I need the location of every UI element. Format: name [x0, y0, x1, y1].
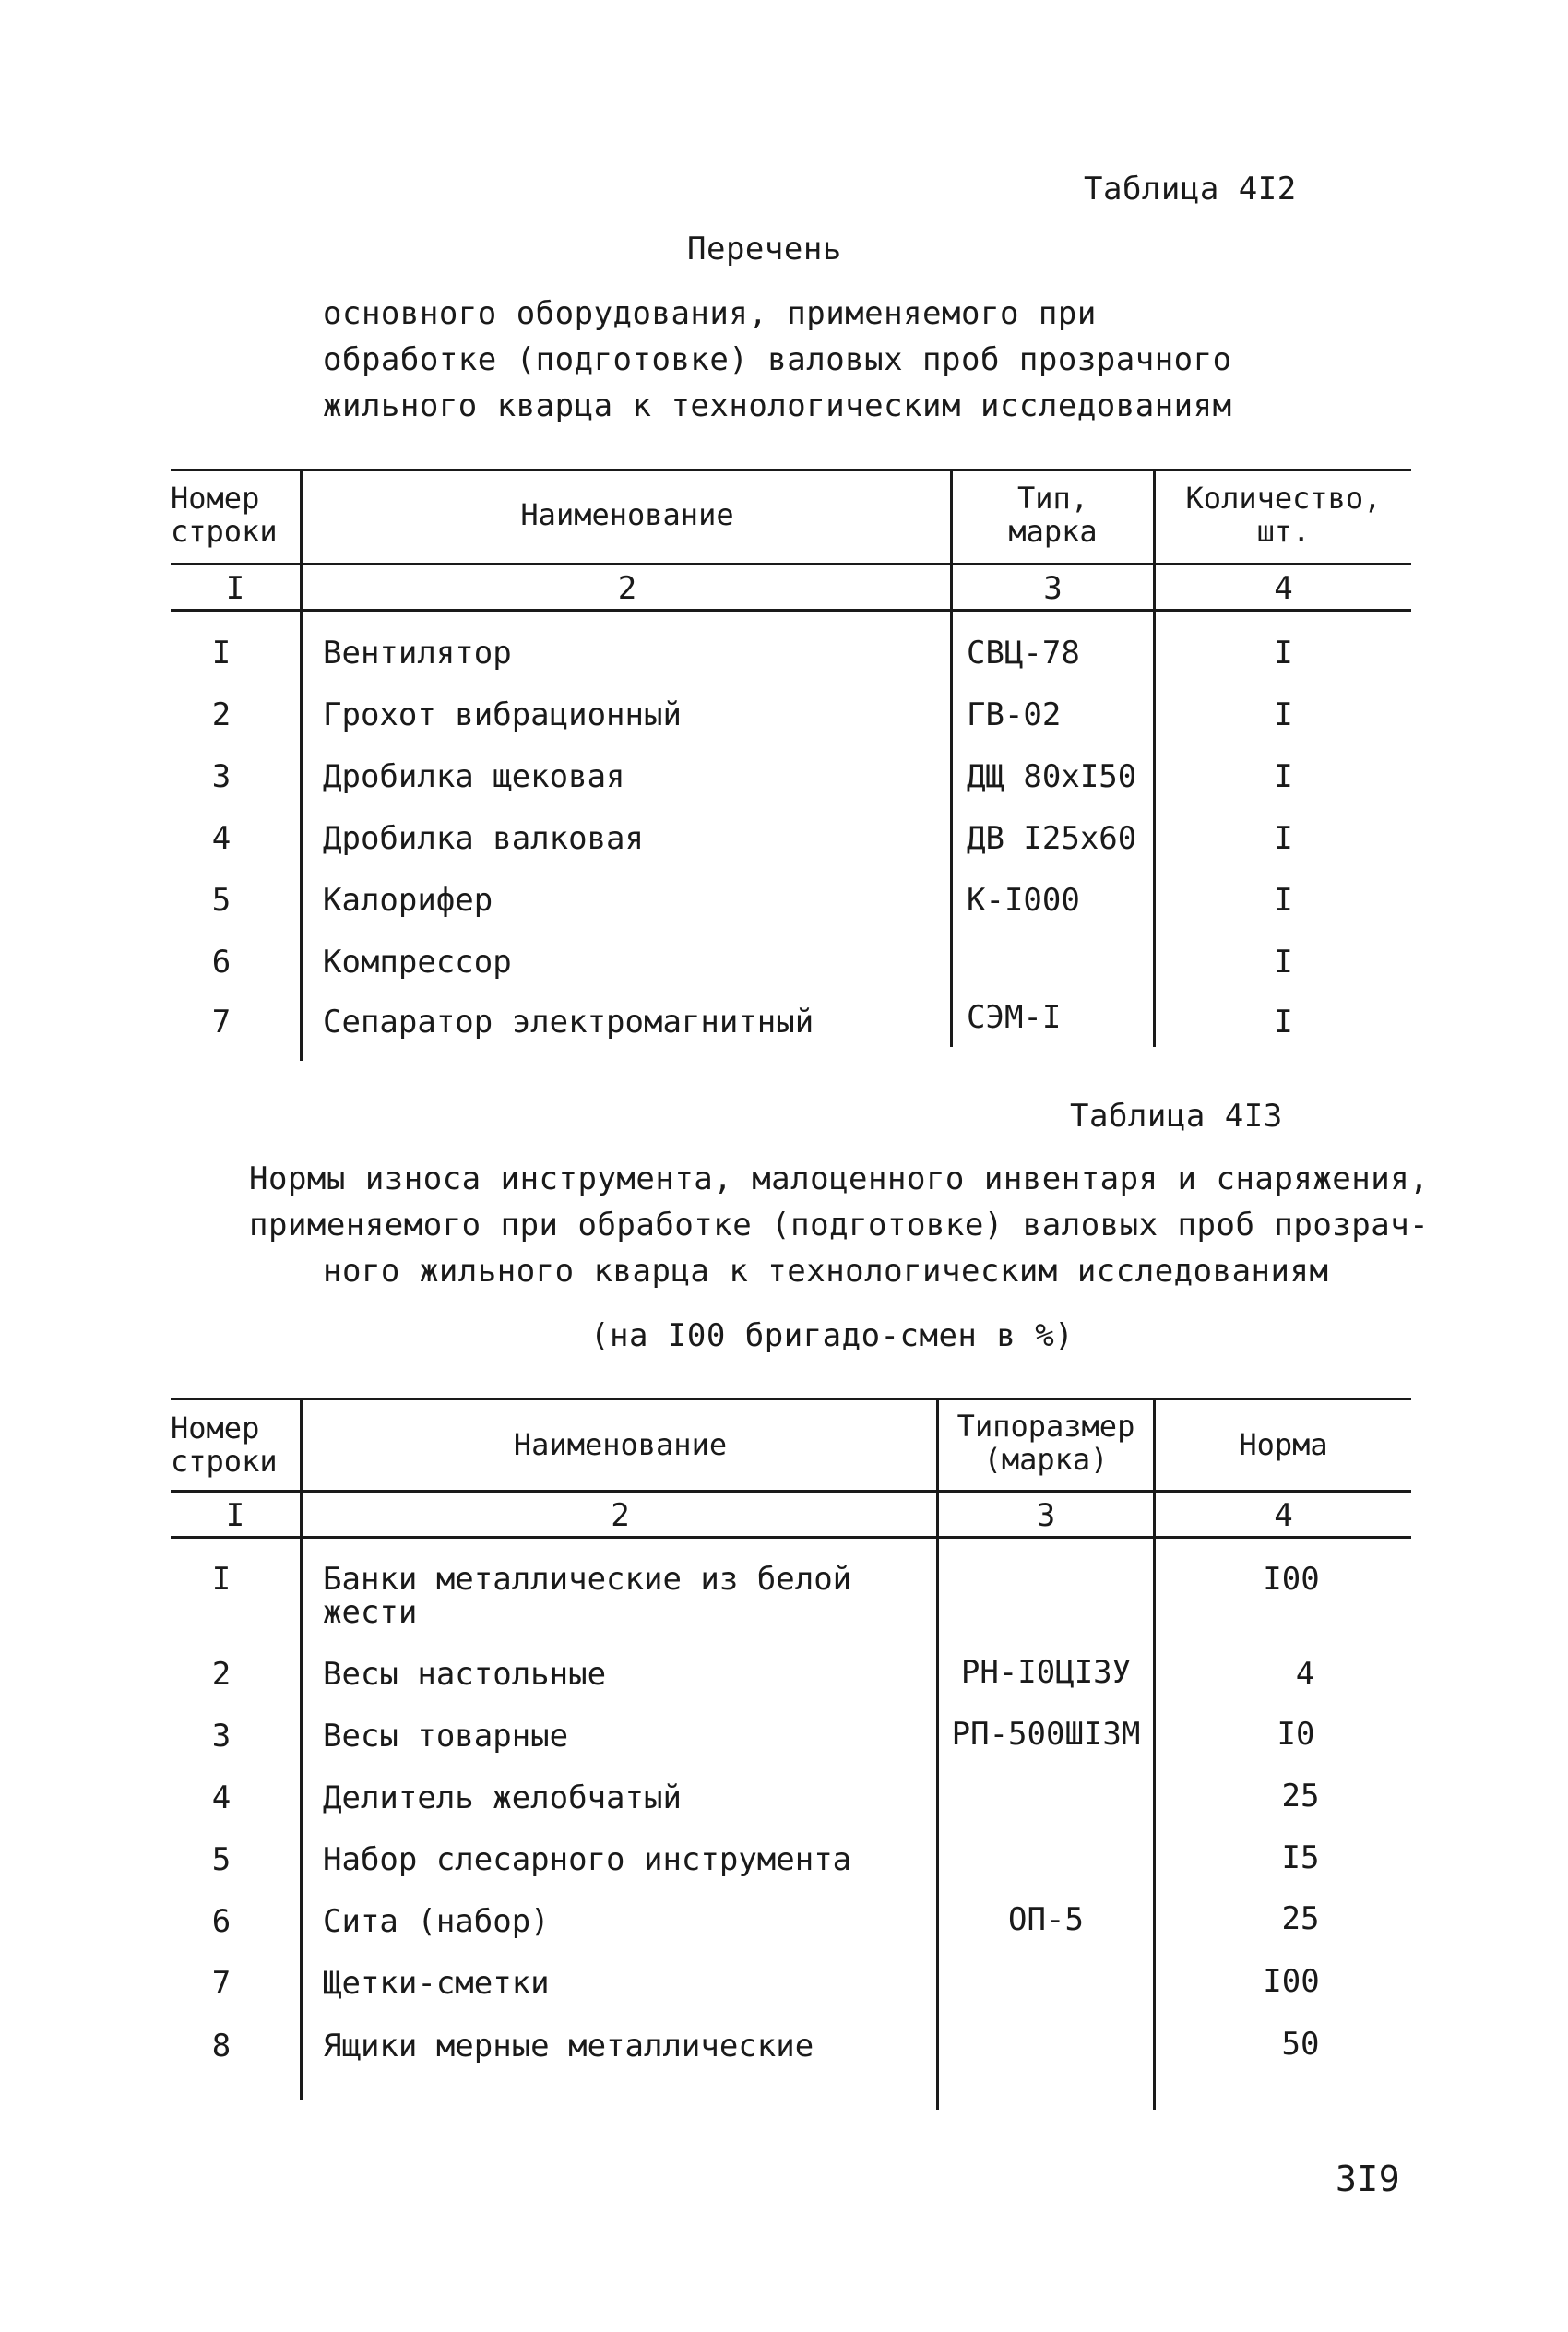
table413-header-rule	[171, 1490, 1411, 1493]
table413-title-line-3: ного жильного кварца к технологическим исследованиям	[323, 1253, 1329, 1290]
row-type: СЭМ-I	[967, 999, 1062, 1036]
table412-colnum-4: 4	[1274, 570, 1293, 607]
row-name: Сита (набор)	[323, 1903, 550, 1940]
row-number: 5	[211, 1841, 232, 1878]
table413-header-num: Номер строки	[171, 1410, 278, 1479]
row-number: 5	[211, 882, 232, 919]
row-norm: 25	[1281, 1900, 1320, 1937]
row-qty: I	[1274, 758, 1293, 795]
row-name: Весы товарные	[323, 1718, 569, 1755]
table412-header-rule	[171, 563, 1411, 565]
row-type: РН-I0ЦI3У	[960, 1654, 1132, 1691]
table412-title-line-1: основного оборудования, применяемого при	[323, 295, 1097, 332]
table413-header-type: Типоразмер (марка)	[956, 1409, 1135, 1477]
table413-title-line-1: Нормы износа инструмента, малоценного инвентаря и снаряжения,	[249, 1160, 1430, 1197]
row-qty: I	[1274, 882, 1293, 919]
row-type: ОП-5	[1008, 1901, 1084, 1938]
row-number: 4	[211, 820, 232, 857]
row-number: I	[211, 1561, 232, 1598]
row-qty: I	[1274, 696, 1293, 733]
table413-colnum-rule	[171, 1536, 1411, 1539]
row-number: 6	[211, 944, 232, 981]
table413-colnum-2: 2	[611, 1497, 630, 1534]
row-number: 8	[211, 2028, 232, 2064]
row-type: РП-500ШI3М	[951, 1716, 1141, 1753]
table413-colnum-1: I	[225, 1497, 245, 1534]
table413-colnum-3: 3	[1036, 1497, 1056, 1534]
row-qty: I	[1274, 944, 1293, 981]
row-norm: I00	[1263, 1561, 1320, 1598]
row-norm: 50	[1281, 2026, 1320, 2063]
table413-header-norm: Норма	[1239, 1427, 1328, 1462]
row-name: Банки металлические из белой жести	[323, 1561, 852, 1631]
row-name: Дробилка щековая	[323, 758, 625, 795]
table412-vline-1	[300, 470, 303, 1061]
table412-colnum-2: 2	[617, 570, 637, 607]
row-number: 2	[211, 696, 232, 733]
row-name: Грохот вибрационный	[323, 696, 682, 733]
table412-header-qty: Количество, шт.	[1185, 481, 1382, 549]
row-name: Ящики мерные металлические	[323, 2028, 814, 2064]
table413-subtitle: (на I00 бригадо-смен в %)	[590, 1317, 1075, 1354]
row-name: Весы настольные	[323, 1656, 607, 1693]
row-norm: I0	[1277, 1716, 1315, 1753]
row-number: I	[211, 635, 232, 672]
row-norm: 25	[1281, 1778, 1320, 1814]
row-norm: I00	[1263, 1963, 1320, 2000]
row-type: ГВ-02	[967, 696, 1062, 733]
row-qty: I	[1274, 1004, 1293, 1041]
row-qty: I	[1274, 635, 1293, 672]
table412-title-line-2: обработке (подготовке) валовых проб прозрачного	[323, 341, 1232, 378]
table412-header-name: Наименование	[520, 497, 734, 532]
row-name: Щетки-сметки	[323, 1965, 550, 2002]
row-number: 4	[211, 1779, 232, 1816]
row-norm: 4	[1295, 1656, 1315, 1693]
table413-top-rule	[171, 1398, 1411, 1400]
table412-caption: Таблица 4I2	[1084, 171, 1297, 208]
row-number: 3	[211, 1718, 232, 1755]
row-number: 2	[211, 1656, 232, 1693]
row-name: Сепаратор электромагнитный	[323, 1004, 814, 1041]
row-number: 6	[211, 1903, 232, 1940]
row-type: ДВ I25х60	[967, 820, 1137, 857]
row-name: Делитель желобчатый	[323, 1779, 682, 1816]
table412-heading: Перечень	[687, 231, 842, 268]
table412-colnum-rule	[171, 609, 1411, 612]
row-number: 7	[211, 1965, 232, 2002]
table413-caption: Таблица 4I3	[1070, 1098, 1283, 1135]
page-number: 3I9	[1336, 2159, 1401, 2199]
table412-title-line-3: жильного кварца к технологическим исследованиям	[323, 387, 1232, 424]
table412-vline-2	[950, 470, 953, 1047]
row-number: 3	[211, 758, 232, 795]
row-name: Набор слесарного инструмента	[323, 1841, 852, 1878]
row-qty: I	[1274, 820, 1293, 857]
row-number: 7	[211, 1004, 232, 1041]
table413-colnum-4: 4	[1274, 1497, 1293, 1534]
row-name: Калорифер	[323, 882, 493, 919]
table412-colnum-1: I	[225, 570, 245, 607]
table413-title-line-2: применяемого при обработке (подготовке) валовых проб прозрач-	[249, 1207, 1430, 1243]
row-type: ДЩ 80хI50	[967, 758, 1137, 795]
row-norm: I5	[1281, 1839, 1320, 1876]
row-name: Вентилятор	[323, 635, 512, 672]
table412-colnum-3: 3	[1043, 570, 1063, 607]
table412-header-type: Тип, марка	[1008, 481, 1098, 549]
row-name: Компрессор	[323, 944, 512, 981]
table412-top-rule	[171, 469, 1411, 471]
row-name: Дробилка валковая	[323, 820, 644, 857]
table413-header-name: Наименование	[513, 1427, 728, 1462]
table412-header-num: Номер строки	[171, 481, 278, 549]
row-type: СВЦ-78	[967, 635, 1080, 672]
row-type: К-I000	[967, 882, 1080, 919]
table413-vline-1	[300, 1399, 303, 2100]
